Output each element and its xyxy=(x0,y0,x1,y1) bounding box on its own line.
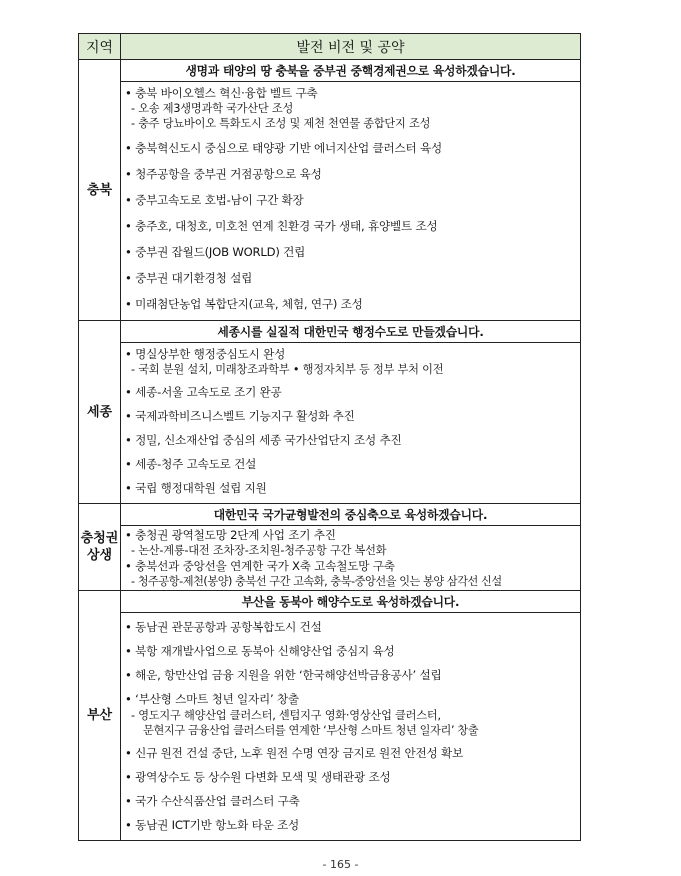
list-item: • 충청권 광역철도망 2단계 사업 조기 추진 xyxy=(125,528,336,542)
list-item: • 중부권 대기환경청 설립 xyxy=(125,271,253,285)
list-item: • 동남권 관문공항과 공항복합도시 건설 xyxy=(125,620,322,634)
list-item: • 세종-청주 고속도로 건설 xyxy=(125,457,257,471)
header-vision: 발전 비전 및 공약 xyxy=(121,34,581,60)
list-item: • 명실상부한 행정중심도시 완성 xyxy=(125,347,286,361)
list-item: • 동남권 ICT기반 항노화 타운 조성 xyxy=(125,818,300,832)
sub-item: - 국회 분원 설치, 미래창조과학부 • 행정자치부 등 정부 부처 이전 xyxy=(131,363,444,376)
region-chungbuk: 충북 xyxy=(79,60,121,321)
table-header xyxy=(79,34,581,60)
list-item: • 충북 바이오헬스 혁신·융합 벨트 구축 xyxy=(125,86,318,100)
list-item: • 충주호, 대청호, 미호천 연계 친환경 국가 생태, 휴양벨트 조성 xyxy=(125,219,438,233)
slogan-busan: 부산을 동북아 해양수도로 육성하겠습니다. xyxy=(121,591,581,613)
slogan-chungcheong: 대한민국 국가균형발전의 중심축으로 육성하겠습니다. xyxy=(121,504,581,526)
list-item: • 세종-서울 고속도로 조기 완공 xyxy=(125,385,282,399)
slogan-sejong: 세종시를 실질적 대한민국 행정수도로 만들겠습니다. xyxy=(121,321,581,343)
region-busan: 부산 xyxy=(79,591,121,841)
list-item: • 국립 행정대학원 설립 지원 xyxy=(125,481,267,495)
list-item: • 국제과학비즈니스벨트 기능지구 활성화 추진 xyxy=(125,409,355,423)
list-item: • 미래첨단농업 복합단지(교육, 체험, 연구) 조성 xyxy=(125,297,363,311)
region-sejong: 세종 xyxy=(79,321,121,504)
pledge-table xyxy=(78,33,581,841)
region-chungcheong xyxy=(79,504,121,591)
page-number: - 165 - xyxy=(322,858,359,871)
slogan-chungbuk: 생명과 태양의 땅 충북을 중부권 중핵경제권으로 육성하겠습니다. xyxy=(121,60,581,82)
list-item: • ‘부산형 스마트 청년 일자리’ 창출 xyxy=(125,692,300,706)
header-region: 지역 xyxy=(79,34,121,60)
list-item: • 북항 재개발사업으로 동북아 신해양산업 중심지 육성 xyxy=(125,644,395,658)
list-item: • 광역상수도 등 상수원 다변화 모색 및 생태관광 조성 xyxy=(125,770,391,784)
sub-item: - 영도지구 해양산업 클러스터, 센텀지구 영화·영상산업 클러스터, xyxy=(131,709,441,722)
list-item: • 정밀, 신소재산업 중심의 세종 국가산업단지 조성 추진 xyxy=(125,433,402,447)
list-item: • 충북혁신도시 중심으로 태양광 기반 에너지산업 클러스터 육성 xyxy=(125,141,443,155)
list-item: • 중부권 잡월드(JOB WORLD) 건립 xyxy=(125,245,306,259)
region-chungcheong-line1: 충청권 xyxy=(80,531,119,546)
list-item: • 충북선과 중앙선을 연계한 국가 X축 고속철도망 구축 xyxy=(125,559,395,573)
sub-item: - 청주공항-제천(봉양) 충북선 구간 고속화, 충북-중앙선을 잇는 봉양 삼각선 신설 xyxy=(131,575,502,588)
sub-item: - 논산-계룡-대전 조차장-조치원-청주공항 구간 복선화 xyxy=(131,544,387,557)
items-sejong xyxy=(121,343,581,504)
list-item: • 중부고속도로 호법-남이 구간 확장 xyxy=(125,193,304,207)
pledge-page xyxy=(78,33,581,841)
sub-item-continued: 문현지구 금융산업 클러스터를 연계한 ‘부산형 스마트 청년 일자리’ 창출 xyxy=(143,724,479,737)
list-item: • 청주공항을 중부권 거점공항으로 육성 xyxy=(125,167,322,181)
items-chungbuk xyxy=(121,82,581,321)
list-item: • 국가 수산식품산업 클러스터 구축 xyxy=(125,794,300,808)
list-item: • 해운, 항만산업 금융 지원을 위한 ‘한국해양선박금융공사’ 설립 xyxy=(125,668,442,682)
sub-item: - 오송 제3생명과학 국가산단 조성 xyxy=(131,102,294,115)
items-busan xyxy=(121,613,581,841)
list-item: • 신규 원전 건설 중단, 노후 원전 수명 연장 금지로 원전 안전성 확보 xyxy=(125,746,463,760)
sub-item: - 충주 당뇨바이오 특화도시 조성 및 제천 천연물 종합단지 조성 xyxy=(131,117,431,130)
items-chungcheong xyxy=(121,526,581,591)
region-chungcheong-line2: 상생 xyxy=(86,548,113,563)
